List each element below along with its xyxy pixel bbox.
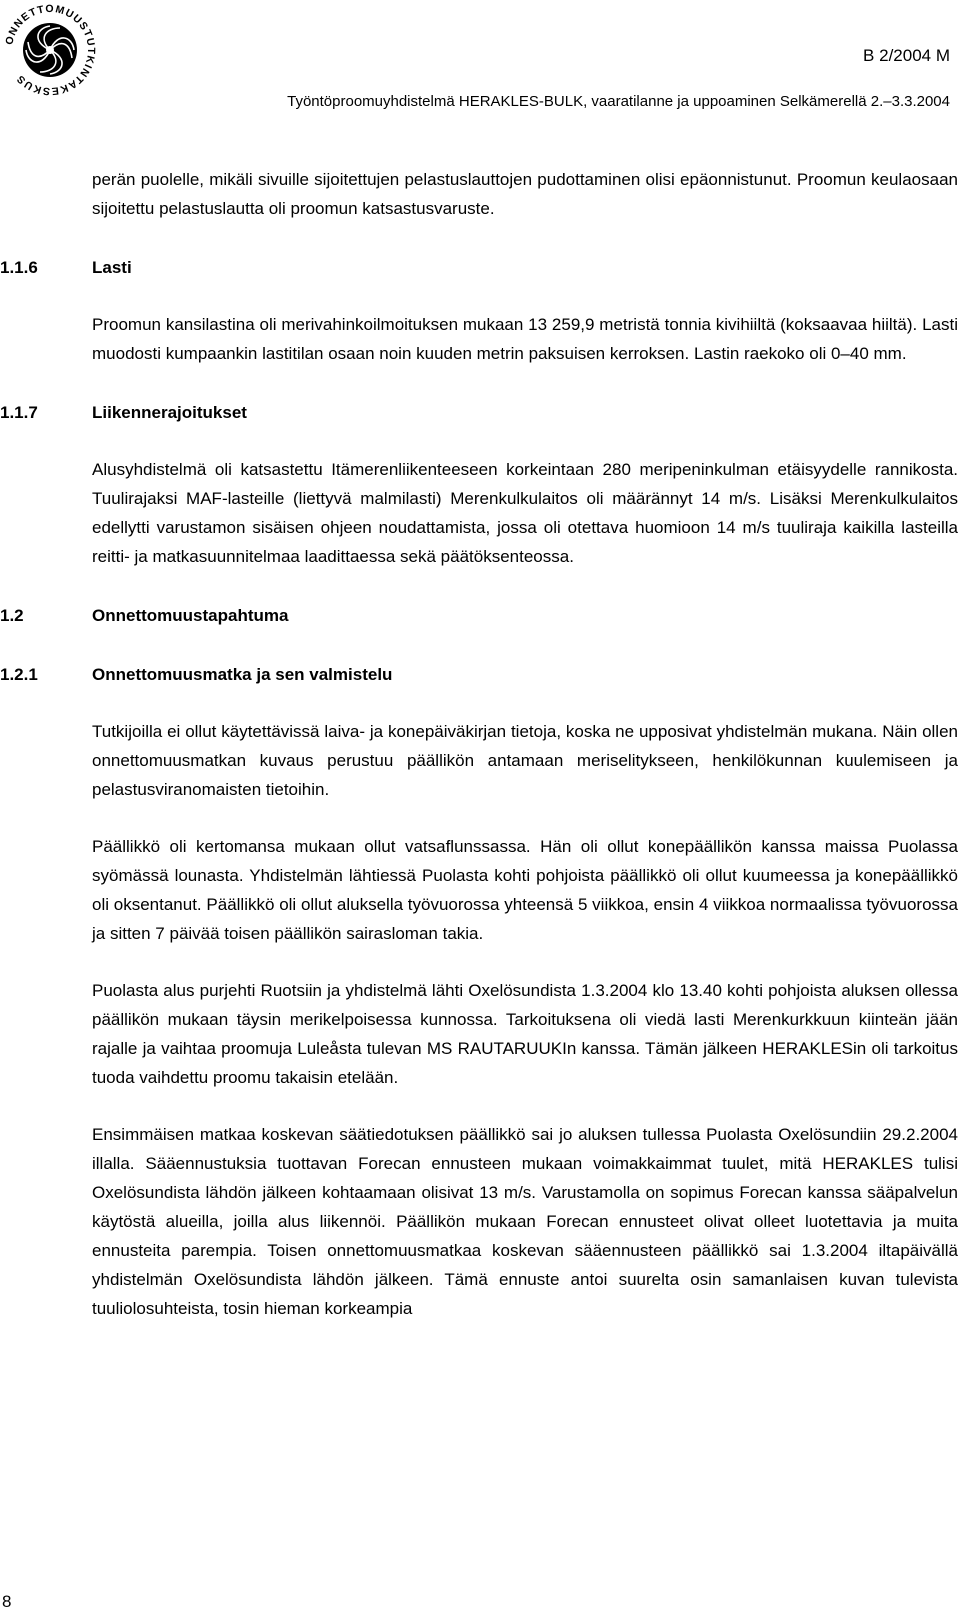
- section-heading-1-1-6: [0, 253, 958, 282]
- section-paragraph: Puolasta alus purjehti Ruotsiin ja yhdistelmä lähti Oxelösundista 1.3.2004 klo 13.40 kohti pohjoista aluksen ollessa päällikön mukaan täysin merikelpoisessa kunnossa. Tarkoituksena oli viedä lasti Merenkurkkuun kiinteän jään rajalle ja vaihtaa proomuja Luleåsta tulevan MS RAUTARUUKIn kanssa. Tämän jälkeen HERAKLESin oli tarkoitus tuoda vaihdettu proomu takaisin etelään.: [92, 981, 958, 1087]
- section-paragraph: Päällikkö oli kertomansa mukaan ollut vatsaflunssassa. Hän oli ollut konepäällikön kanssa maissa Puolassa syömässä lounasta. Yhdistelmän lähtiessä Puolasta kohti pohjoista päällikkö oli ollut kuumeessa ja konepäällikkö oli oksentanut. Päällikkö oli ollut aluksella työvuorossa yhteensä 5 viikkoa, ensin 4 viikkoa normaalissa työvuorossa ja sitten 7 päivää toisen päällikön sairasloman takia.: [92, 837, 958, 943]
- seal-icon: [2, 2, 98, 98]
- section-paragraph: Proomun kansilastina oli merivahinkoilmoituksen mukaan 13 259,9 metristä tonnia kivihiiltä (koksaavaa hiiltä). Lasti muodosti kumpaankin lastitilan osaan noin kuuden metrin paksuisen kerroksen. Lastin raekoko oli 0–40 mm.: [92, 315, 958, 363]
- section-number: 1.2: [0, 606, 24, 625]
- section-number: 1.1.7: [0, 403, 38, 422]
- section-title: Onnettomuustapahtuma: [92, 606, 289, 625]
- organization-logo: [2, 2, 98, 98]
- section-paragraph: Alusyhdistelmä oli katsastettu Itämerenliikenteeseen korkeintaan 280 meripeninkulman etäisyydelle rannikosta. Tuulirajaksi MAF-lasteille (liettyvä malmilasti) Merenkulkulaitos oli määrännyt 14 m/s. Lisäksi Merenkulkulaitos edellytti varustamon sisäisen ohjeen noudattamista, jossa oli otettava huomioon 14 m/s tuuliraja kaikilla lasteilla reitti- ja matkasuunnitelmaa laadittaessa sekä päätöksenteossa.: [92, 460, 958, 566]
- intro-paragraph: perän puolelle, mikäli sivuille sijoitettujen pelastuslauttojen pudottaminen olisi epäonnistunut. Proomun keulaosaan sijoitettu pelastuslautta oli proomun katsastusvaruste.: [92, 170, 958, 218]
- report-id: B 2/2004 M: [863, 46, 950, 65]
- section-title: Lasti: [92, 258, 132, 277]
- document-body: [0, 165, 958, 1323]
- section-title: Liikennerajoitukset: [92, 403, 247, 422]
- page-number: 8: [2, 1592, 12, 1611]
- section-paragraph: Ensimmäisen matkaa koskevan säätiedotuksen päällikkö sai jo aluksen tullessa Puolasta Oxelösundiin 29.2.2004 illalla. Sääennustuksia tuottavan Forecan ennusteen mukaan voimakkaimmat tuulet, mitä HERAKLES tulisi Oxelösundista lähdön jälkeen kohtaamaan olisivat 13 m/s. Varustamolla on sopimus Forecan kanssa sääpalvelun käytöstä alueilla, joilla alus liikennöi. Päällikön mukaan Forecan ennusteet olivat olleet luotettavia ja muita ennusteita parempia. Toisen onnettomuusmatkaa koskevan sääennusteen päällikkö sai 1.3.2004 iltapäivällä yhdistelmän Oxelösundista lähdön jälkeen. Tämä ennuste antoi suurelta osin samanlaisen kuvan tulevista tuuliolosuhteista, tosin hieman korkeampia: [92, 1125, 958, 1318]
- header-title: Työntöproomuyhdistelmä HERAKLES-BULK, vaaratilanne ja uppoaminen Selkämerellä 2.–3.3.2004: [287, 93, 950, 110]
- section-heading-1-2-1: [0, 660, 958, 689]
- section-heading-1-2: [0, 601, 958, 630]
- section-heading-1-1-7: [0, 398, 958, 427]
- section-number: 1.2.1: [0, 665, 38, 684]
- section-number: 1.1.6: [0, 258, 38, 277]
- section-title: Onnettomuusmatka ja sen valmistelu: [92, 665, 393, 684]
- section-paragraph: Tutkijoilla ei ollut käytettävissä laiva- ja konepäiväkirjan tietoja, koska ne upposivat yhdistelmän mukana. Näin ollen onnettomuusmatkan kuvaus perustuu päällikön antamaan meriselitykseen, henkilökunnan kuulemiseen ja pelastusviranomaisten tietoihin.: [92, 722, 958, 799]
- svg-text:ONNETTOMUUSTUTKINTAKESKUS: ONNETTOMUUSTUTKINTAKESKUS: [3, 2, 98, 98]
